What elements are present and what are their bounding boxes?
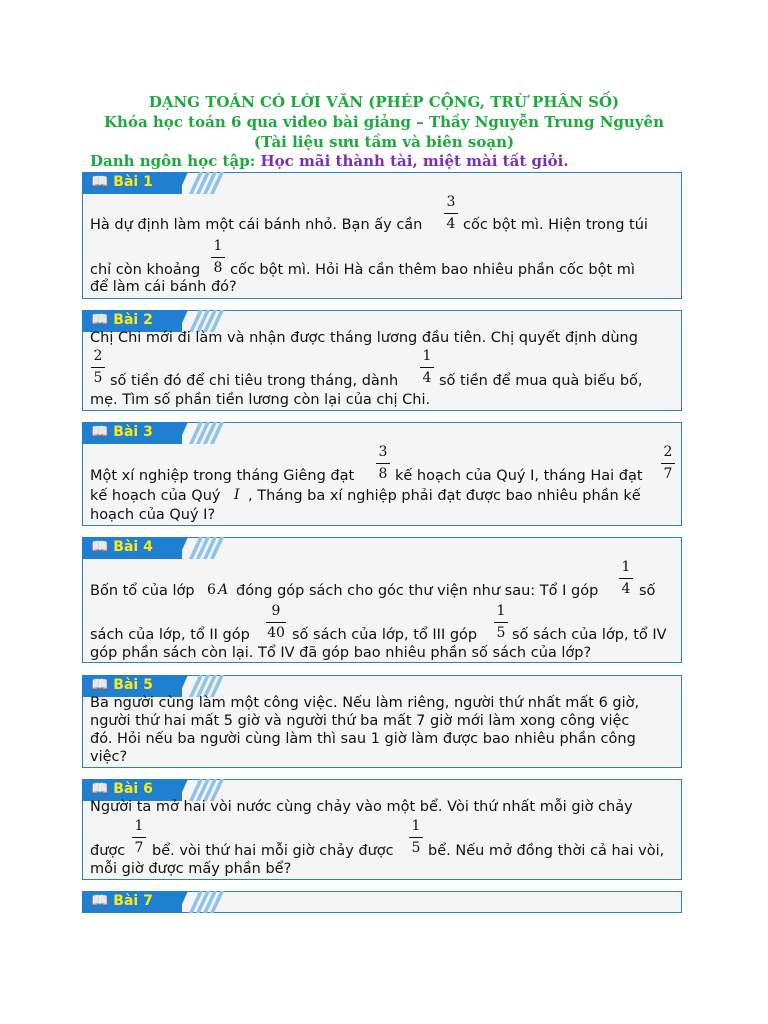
problem-6-line-2c: bể. Nếu mở đồng thời cả hai vòi, — [428, 843, 665, 859]
problem-label: 📖 Bài 7 — [91, 893, 153, 909]
problem-6-line-2b: bể. vòi thứ hai mỗi giờ chảy được — [152, 843, 394, 859]
denominator: 5 — [93, 370, 103, 386]
problem-2-line-3: mẹ. Tìm số phần tiền lương còn lại của chị Chi. — [90, 392, 431, 408]
problem-3-line-2a: kế hoạch của Quý — [90, 488, 221, 504]
denominator: 8 — [378, 466, 388, 482]
denominator: 7 — [134, 840, 144, 856]
document-title: DẠNG TOÁN CÓ LỜI VĂN (PHÉP CỘNG, TRỪ PHÂN SỐ) — [148, 93, 620, 111]
denominator: 5 — [496, 625, 506, 641]
denominator: 5 — [411, 840, 421, 856]
problem-3-line-1a: Một xí nghiệp trong tháng Giêng đạt — [90, 468, 355, 484]
denominator: 7 — [663, 466, 673, 482]
problem-1-line-1b: cốc bột mì. Hiện trong túi — [463, 217, 648, 233]
motto-label: Danh ngôn học tập: — [90, 152, 256, 170]
numerator: 2 — [663, 444, 673, 460]
problem-label: 📖 Bài 2 — [91, 312, 153, 328]
problem-2-line-1: Chị Chi mới đi làm và nhận được tháng lương đầu tiên. Chị quyết định dùng — [90, 330, 638, 346]
problem-3-line-1b: kế hoạch của Quý I, tháng Hai đạt — [395, 468, 643, 484]
problem-4-line-3: góp phần sách còn lại. Tổ IV đã góp bao nhiêu phần số sách của lớp? — [90, 645, 592, 661]
problem-tab-5 — [82, 675, 222, 697]
problem-6-line-1: Người ta mở hai vòi nước cùng chảy vào một bể. Vòi thứ nhất mỗi giờ chảy — [90, 799, 633, 815]
problem-label: 📖 Bài 1 — [91, 174, 153, 190]
problem-3-line-2b: , Tháng ba xí nghiệp phải đạt được bao nhiêu phần kế — [248, 488, 641, 504]
problem-tab-4 — [82, 537, 222, 559]
course-subtitle: Khóa học toán 6 qua video bài giảng – Thầy Nguyễn Trung Nguyên — [104, 113, 664, 131]
problem-tab-7 — [82, 891, 222, 913]
problem-tab-3 — [82, 422, 222, 444]
problem-2-line-2b: số tiền để mua quà biếu bố, — [439, 373, 643, 389]
motto-text: Học mãi thành tài, miệt mài tất giỏi. — [260, 152, 569, 170]
problem-1-line-2b: cốc bột mì. Hỏi Hà cần thêm bao nhiêu phần cốc bột mì — [230, 262, 635, 278]
problem-6-line-2a: được — [90, 843, 126, 859]
problem-box-7 — [82, 891, 682, 913]
problem-4-line-2c: số sách của lớp, tổ IV — [512, 627, 667, 643]
problem-4-line-2a: sách của lớp, tổ II góp — [90, 627, 250, 643]
problem-6-line-3: mỗi giờ được mấy phần bể? — [90, 861, 292, 877]
numerator: 1 — [621, 559, 631, 575]
problem-1-line-3: để làm cái bánh đó? — [90, 279, 237, 295]
denominator: 4 — [621, 581, 631, 597]
roman-numeral-I: I — [234, 487, 240, 503]
denominator: 40 — [267, 625, 285, 641]
problem-5-line-1: Ba người cùng làm một công việc. Nếu làm riêng, người thứ nhất mất 6 giờ, — [90, 695, 640, 711]
problem-4-line-2b: số sách của lớp, tổ III góp — [292, 627, 478, 643]
numerator: 1 — [496, 603, 506, 619]
numerator: 2 — [93, 348, 103, 364]
problem-5-line-3: đó. Hỏi nếu ba người cùng làm thì sau 1 giờ làm được bao nhiêu phần công — [90, 731, 636, 747]
problem-label: 📖 Bài 5 — [91, 677, 153, 693]
problem-5-line-2: người thứ hai mất 5 giờ và người thứ ba mất 7 giờ mới làm xong công việc — [90, 713, 630, 729]
denominator: 8 — [213, 260, 223, 276]
problem-tab-1 — [82, 172, 222, 194]
problem-label: 📖 Bài 3 — [91, 424, 153, 440]
source-note: (Tài liệu sưu tầm và biên soạn) — [253, 133, 515, 151]
numerator: 1 — [134, 818, 144, 834]
problem-4-line-1a: Bốn tổ của lớp — [90, 583, 195, 599]
class-number: 6 — [207, 582, 216, 598]
problem-1-line-2a: chỉ còn khoảng — [90, 262, 201, 278]
denominator: 4 — [446, 216, 456, 232]
numerator: 9 — [271, 603, 281, 619]
problem-4-line-1c: số — [639, 583, 656, 599]
problem-5-line-4: việc? — [90, 749, 128, 765]
problem-1-line-1a: Hà dự định làm một cái bánh nhỏ. Bạn ấy cần — [90, 217, 423, 233]
numerator: 1 — [422, 348, 432, 364]
numerator: 1 — [411, 818, 421, 834]
numerator: 3 — [378, 444, 388, 460]
problem-2-line-2a: số tiền đó để chi tiêu trong tháng, dành — [110, 373, 399, 389]
problem-4-line-1b: đóng góp sách cho góc thư viện như sau: Tổ I góp — [236, 583, 599, 599]
problem-label: 📖 Bài 6 — [91, 781, 153, 797]
problem-3-line-3: hoạch của Quý I? — [90, 507, 216, 523]
problem-tab-2 — [82, 310, 222, 332]
numerator: 1 — [213, 238, 223, 254]
denominator: 4 — [422, 370, 432, 386]
problem-tab-6 — [82, 779, 222, 801]
problem-label: 📖 Bài 4 — [91, 539, 153, 555]
study-motto — [90, 152, 569, 170]
class-letter: A — [218, 582, 229, 598]
numerator: 3 — [446, 194, 456, 210]
